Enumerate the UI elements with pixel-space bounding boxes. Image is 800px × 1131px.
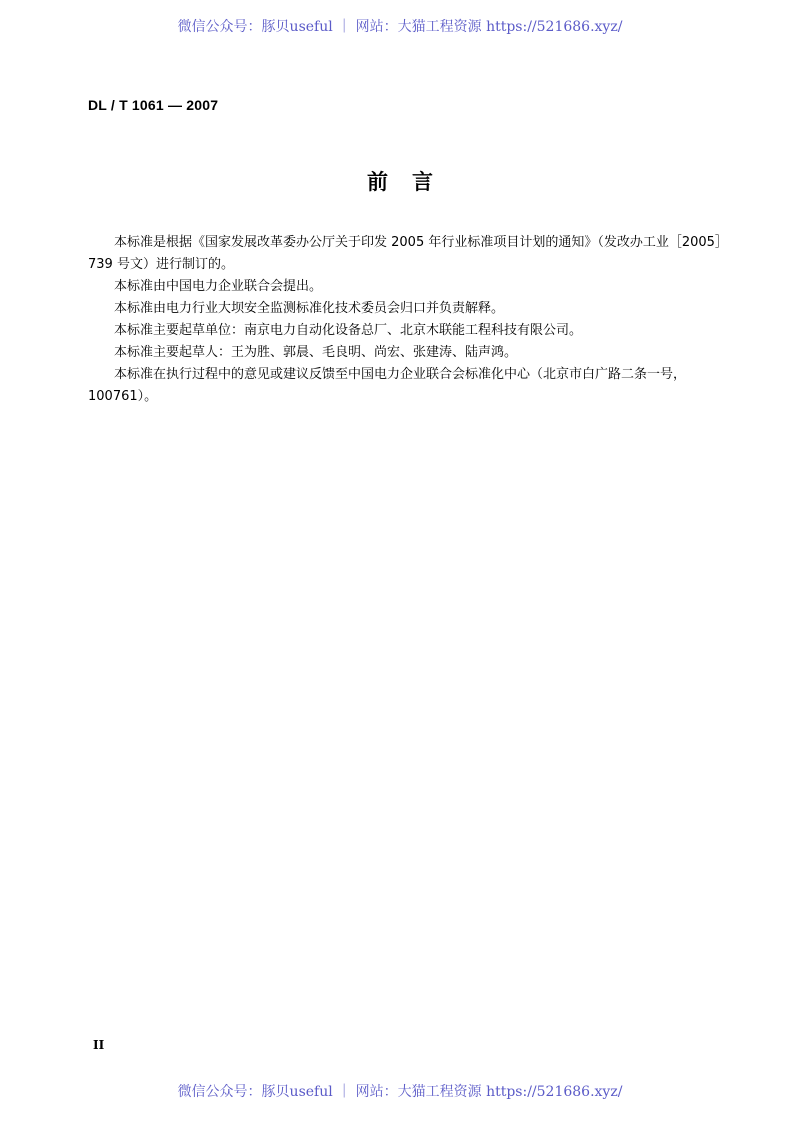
watermark-bottom: 微信公众号：豚贝useful ｜ 网站：大猫工程资源 https://521686.xyz/	[177, 1084, 623, 1100]
preface-paragraph: 本标准主要起草单位：南京电力自动化设备总厂、北京木联能工程科技有限公司。	[114, 323, 583, 338]
preface-body	[88, 232, 752, 408]
preface-paragraph: 本标准由电力行业大坝安全监测标准化技术委员会归口并负责解释。	[114, 301, 505, 316]
preface-paragraph: 本标准在执行过程中的意见或建议反馈至中国电力企业联合会标准化中心（北京市白广路二条一号，100761）。	[88, 367, 687, 404]
page-title: 前言	[367, 170, 457, 194]
page-number: II	[93, 1038, 105, 1052]
preface-paragraph: 本标准是根据《国家发展改革委办公厅关于印发 2005 年行业标准项目计划的通知》（发改办工业［2005］739 号文）进行制订的。	[88, 235, 728, 272]
watermark-top: 微信公众号：豚贝useful ｜ 网站：大猫工程资源 https://521686.xyz/	[177, 19, 623, 35]
preface-paragraph: 本标准主要起草人：王为胜、郭晨、毛良明、尚宏、张建涛、陆声鸿。	[114, 345, 518, 360]
standard-code: DL / T 1061 — 2007	[88, 97, 219, 113]
preface-paragraph: 本标准由中国电力企业联合会提出。	[114, 279, 323, 294]
